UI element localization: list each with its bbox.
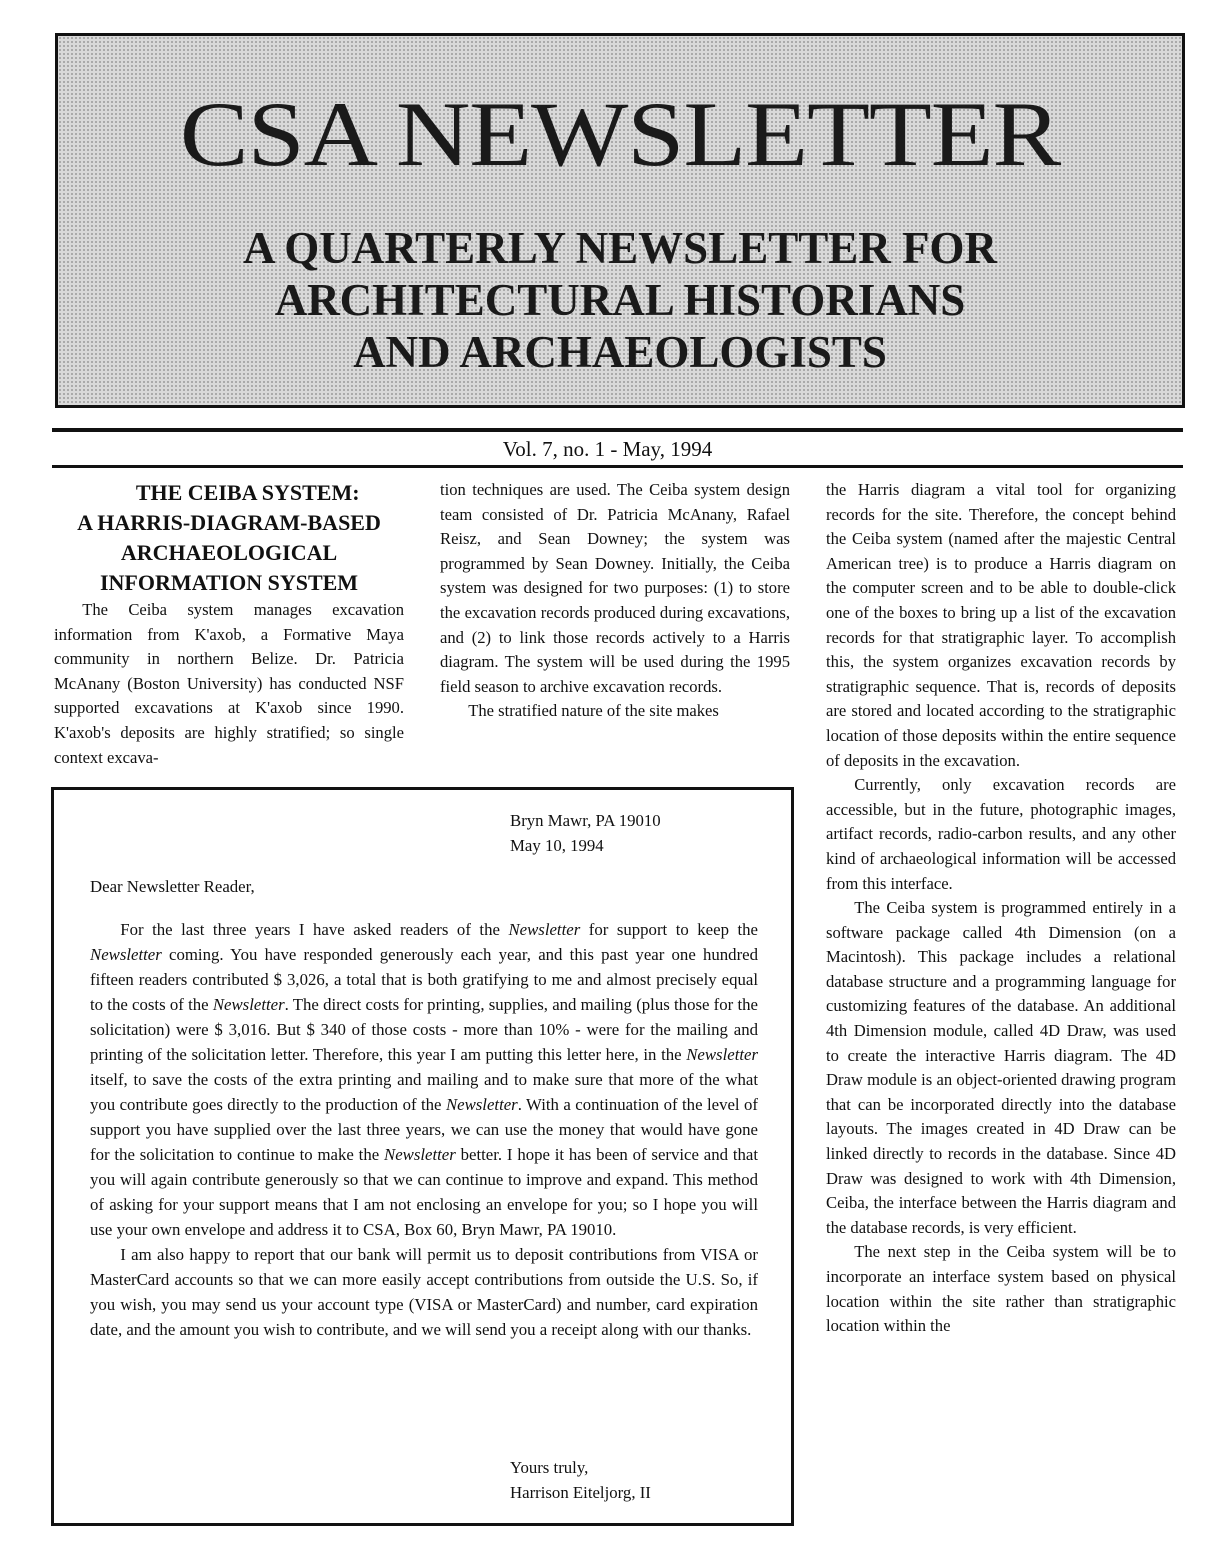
article-paragraph: The Ceiba system is programmed entirely in a software package called 4th Dimension (on a Macintosh). This package includes a relational database structure and a programming language for customizing features of the database. An additional 4th Dimension module, called 4D Draw, was used to create the interactive Harris diagram. The 4D Draw module is an object-oriented drawing program that can be incorporated directly into the database layouts. The images created in 4D Draw can be linked directly to records in the database. Since 4D Draw was designed to work with 4th Dimension, Ceiba, the interface between the Harris diagram and the database records, is very efficient. [826, 898, 1176, 1237]
article-paragraph: The next step in the Ceiba system will be to incorporate an interface system based on physical location within the site rather than stratigraphic location within the [826, 1242, 1176, 1336]
letter-address-line: Bryn Mawr, PA 19010 [510, 811, 661, 830]
article-column-3 [826, 478, 1176, 1339]
article-paragraph: The Ceiba system manages excavation information from K'axob, a Formative Maya community in northern Belize. Dr. Patricia McAnany (Boston University) has conducted NSF supported excavations at K'axob since 1990. K'axob's deposits are highly stratified; so single context excava- [54, 600, 404, 767]
article-column-1 [54, 478, 404, 770]
letter-valediction: Yours truly, [510, 1458, 589, 1477]
article-paragraph: tion techniques are used. The Ceiba system design team consisted of Dr. Patricia McAnany, Rafael Reisz, and Sean Downey; the system was programmed by Sean Downey. Initially, the Ceiba system was designed for two purposes: (1) to store the excavation records produced during excavations, and (2) to link those records actively to a Harris diagram. The system will be used during the 1995 field season to archive excavation records. [440, 480, 790, 696]
masthead-title: CSA NEWSLETTER [179, 83, 1061, 185]
masthead-subtitle: A QUARTERLY NEWSLETTER FOR ARCHITECTURAL HISTORIANS AND ARCHAEOLOGISTS [242, 223, 997, 377]
article-paragraph: Currently, only excavation records are accessible, but in the future, photographic images, artifact records, radio-carbon results, and any other kind of archaeological information will be accessed from this interface. [826, 775, 1176, 893]
reader-letter-box [51, 787, 794, 1526]
letter-address [510, 808, 661, 858]
issue-rule [52, 465, 1183, 468]
letter-paragraph: For the last three years I have asked readers of the Newsletter for support to keep the Newsletter coming. You have responded generously each year, and this past year one hundred fifteen readers contributed $ 3,026, a total that is both gratifying to me and almost precisely equal to the costs of the Newsletter. The direct costs for printing, supplies, and mailing (plus those for the solicitation) were $ 3,016. But $ 340 of those costs - more than 10% - were for the mailing and printing of the solicitation letter. Therefore, this year I am putting this letter here, in the Newsletter itself, to save the costs of the extra printing and mailing and to make sure that more of the what you contribute goes directly to the production of the Newsletter. With a continuation of the level of support you have supplied over the last three years, we can use the money that would have gone for the solicitation to continue to make the Newsletter better. I hope it has been of service and that you will again contribute generously so that we can continue to improve and expand. This method of asking for your support means that I am not enclosing an envelope for you; so I hope you will use your own envelope and address it to CSA, Box 60, Bryn Mawr, PA 19010. [90, 920, 758, 1239]
masthead [55, 33, 1185, 408]
letter-paragraph: I am also happy to report that our bank will permit us to deposit contributions from VISA or MasterCard accounts so that we can more easily accept contributions from outside the U.S. So, if you wish, you may send us your account type (VISA or MasterCard) and number, card expiration date, and the amount you wish to contribute, and we will send you a receipt along with our thanks. [90, 1245, 758, 1339]
letter-closing [510, 1455, 651, 1505]
article-headline: THE CEIBA SYSTEM: A HARRIS-DIAGRAM-BASED ARCHAEOLOGICAL INFORMATION SYSTEM [77, 480, 381, 595]
article-column-2 [440, 478, 790, 724]
letter-date: May 10, 1994 [510, 836, 604, 855]
letter-signature: Harrison Eiteljorg, II [510, 1483, 651, 1502]
letter-body [90, 917, 758, 1342]
article-paragraph: The stratified nature of the site makes [468, 701, 719, 721]
top-rule [52, 428, 1183, 432]
issue-line: Vol. 7, no. 1 - May, 1994 [502, 437, 713, 461]
article-paragraph: the Harris diagram a vital tool for organizing records for the site. Therefore, the concept behind the Ceiba system (named after the majestic Central American tree) is to produce a Harris diagram on the computer screen and to be able to double-click one of the boxes to bring up a list of the excavation records for that stratigraphic layer. To accomplish this, the system organizes excavation records by stratigraphic sequence. That is, records of deposits are stored and located according to the stratigraphic location of those deposits within the entire sequence of deposits in the excavation. [826, 480, 1176, 770]
letter-salutation: Dear Newsletter Reader, [90, 877, 255, 896]
